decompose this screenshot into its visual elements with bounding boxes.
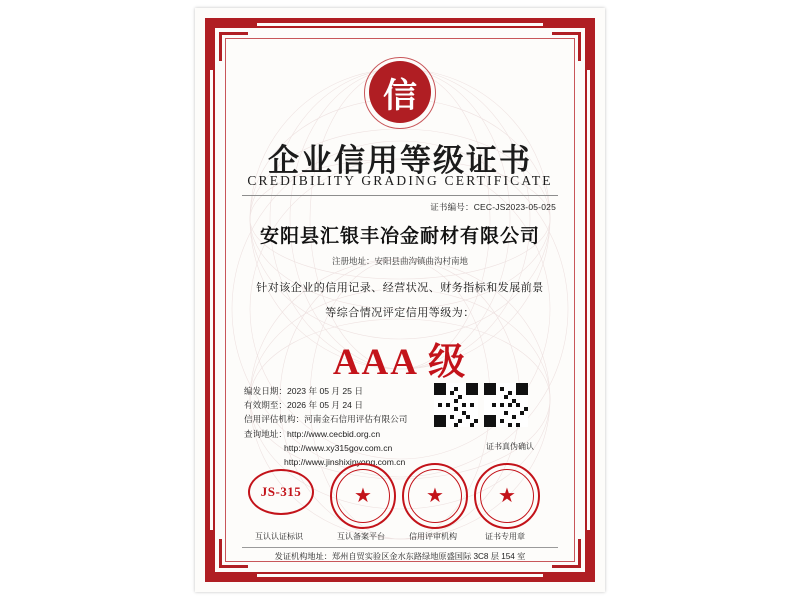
statement-line-1: 针对该企业的信用记录、经营状况、财务指标和发展前景 <box>256 282 544 294</box>
query-url-3[interactable]: http://www.jinshixinyong.com.cn <box>284 457 406 468</box>
certificate-number: 证书编号：CEC-JS2023-05-025 <box>430 202 556 212</box>
qr-caption: 证书真伪确认 <box>486 442 534 451</box>
seal-label-4: 证书专用章 <box>485 532 525 541</box>
seal-label-3: 信用评审机构 <box>409 532 457 541</box>
seal-mutual-recognition: JS-315 <box>248 469 314 515</box>
edge-ornament-right <box>590 208 595 393</box>
statement-line-2: 等综合情况评定信用等级为： <box>325 307 475 319</box>
edge-ornament-bottom <box>315 577 485 582</box>
certificate-title-en: CREDIBILITY GRADING CERTIFICATE <box>247 173 553 188</box>
footer-divider <box>242 547 558 548</box>
issue-date: 编发日期：2023 年 05 月 25 日 <box>244 386 363 396</box>
star-icon-2: ★ <box>354 485 372 507</box>
seal-label-2: 互认备案平台 <box>337 532 385 541</box>
qr-code-right[interactable] <box>484 383 528 427</box>
qr-code-left[interactable] <box>434 383 478 427</box>
title-divider <box>242 195 558 196</box>
certificate-content <box>226 39 574 561</box>
seal-label-1: 互认认证标识 <box>255 532 303 541</box>
issuer-address-footer: 发证机构地址：郑州自贸实验区金水东路绿地原盛国际 3C8 层 154 室 <box>274 552 526 561</box>
edge-ornament-left <box>205 208 210 393</box>
certificate-sheet <box>195 8 605 592</box>
certificate-title-cn: 企业信用等级证书 <box>268 143 532 178</box>
seals-row <box>226 463 574 553</box>
rating-agency: 信用评估机构：河南金石信用评估有限公司 <box>244 414 408 425</box>
seal-rating-agency <box>402 463 468 529</box>
registered-address: 注册地址：安阳县曲沟镇曲沟村南地 <box>331 256 468 266</box>
credit-emblem-icon: 信 <box>369 61 431 123</box>
query-url-1[interactable]: 查询地址：http://www.cecbid.org.cn <box>244 428 381 439</box>
edge-ornament-top <box>315 18 485 23</box>
certificate-details <box>244 384 407 469</box>
star-icon-3: ★ <box>426 485 444 507</box>
credit-grade: AAA 级 <box>332 342 468 383</box>
valid-until: 有效期至：2026 年 05 月 24 日 <box>244 400 363 411</box>
seal-filing-platform <box>330 463 396 529</box>
star-icon-4: ★ <box>498 485 516 507</box>
seal-certificate-stamp <box>474 463 540 529</box>
company-name: 安阳县汇银丰冶金耐材有限公司 <box>259 226 540 247</box>
query-url-2[interactable]: http://www.xy315gov.com.cn <box>284 442 393 453</box>
